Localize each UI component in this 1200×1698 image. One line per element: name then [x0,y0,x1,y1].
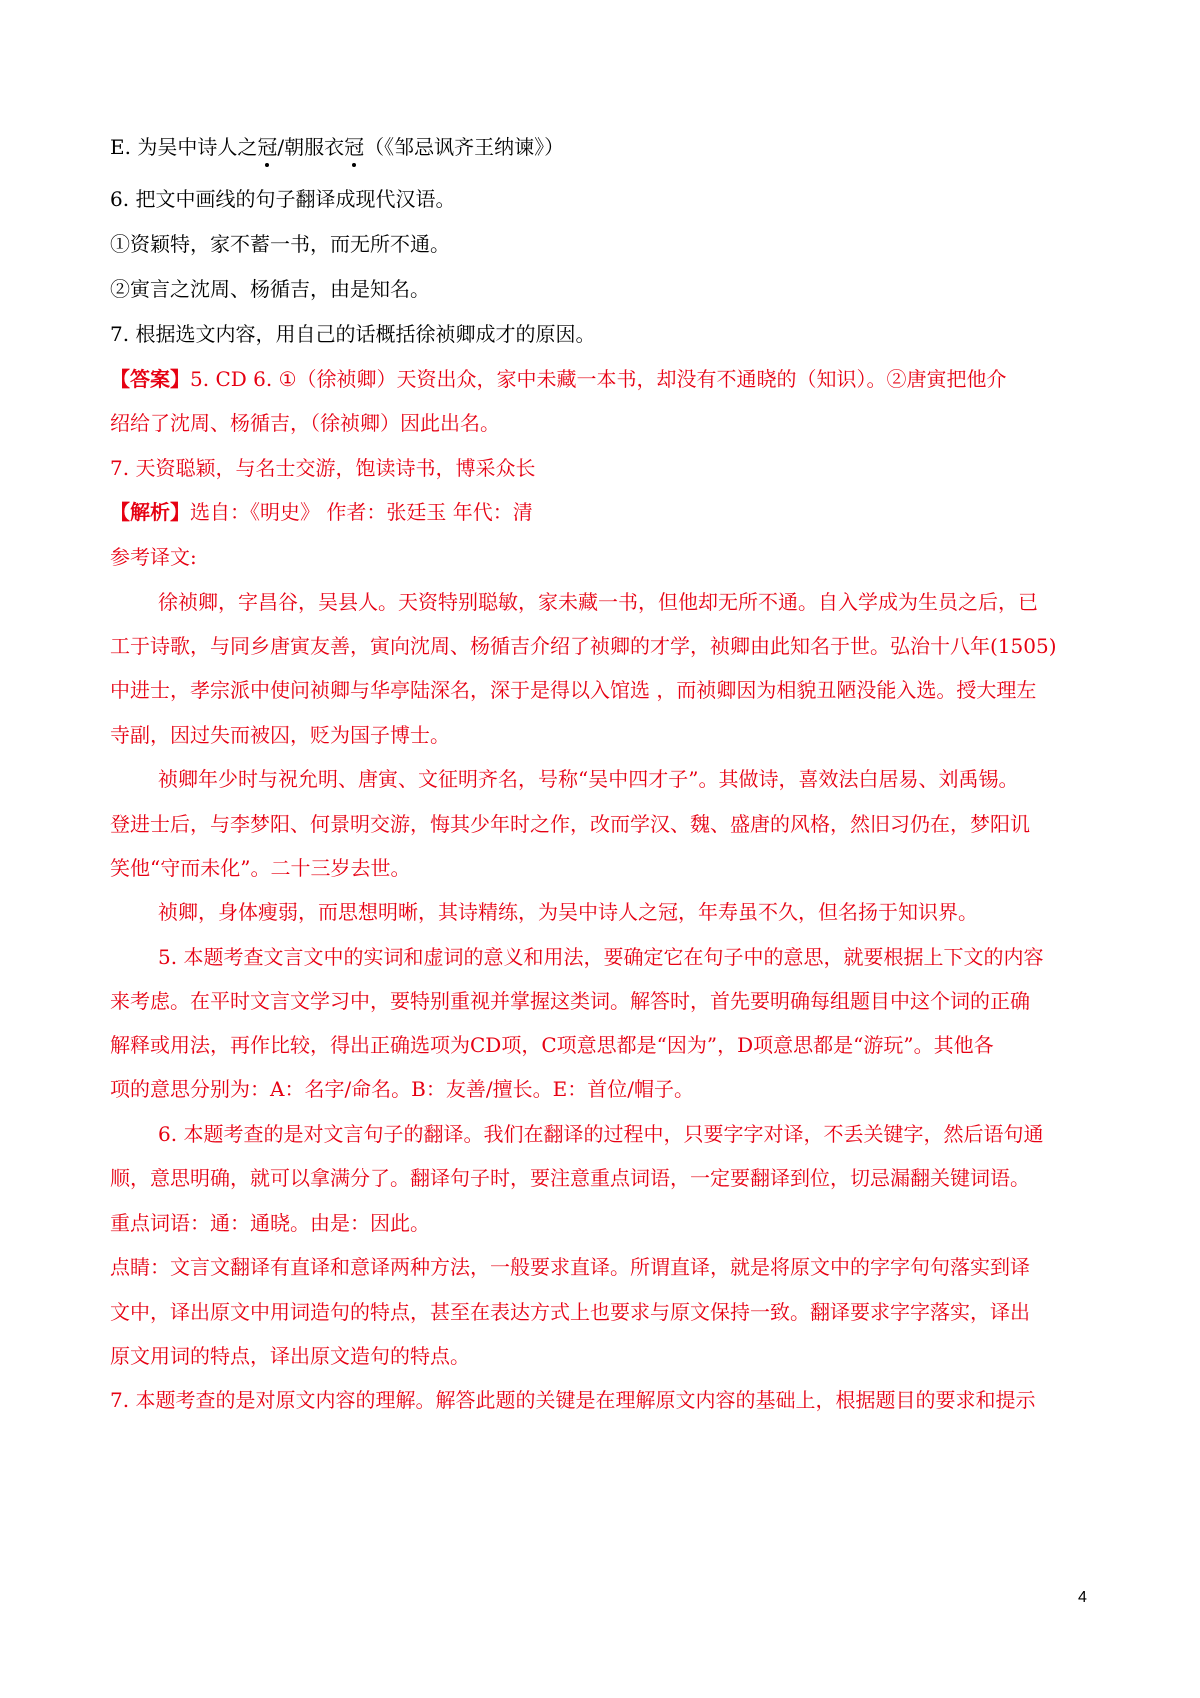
translation-para-2-line-2: 登进士后，与李梦阳、何景明交游，悔其少年时之作，改而学汉、魏、盛唐的风格，然旧习仍在，梦阳讥 [110,812,1030,836]
answer-text: 5. CD 6. ①（徐祯卿）天资出众，家中未藏一本书，却没有不通晓的（知识）。②唐寅把他介 [190,367,1007,391]
note-line-3: 原文用词的特点，译出原文造句的特点。 [110,1344,470,1368]
answer-line [110,365,1110,393]
translation-para-1: 徐祯卿，字昌谷，吴县人。天资特别聪敏，家未藏一书，但他却无所不通。自入学成为生员之后，已 [158,590,1038,614]
question-7: 7. 根据选文内容，用自己的话概括徐祯卿成才的原因。 [110,322,596,346]
explanation-5-line-3: 解释或用法，再作比较，得出正确选项为CD项，C项意思都是“因为”，D项意思都是“游玩”。其他各 [110,1033,994,1057]
translation-heading: 参考译文: [110,545,197,569]
emphasis-char-2: 冠 [344,135,365,159]
sentence-1: ➀资颖特，家不蓄一书，而无所不通。 [110,232,450,256]
answer-7: 7. 天资聪颖，与名士交游，饱读诗书，博采众长 [110,456,536,480]
analysis-tag: 【解析】 [110,500,190,524]
explanation-5: 5. 本题考查文言文中的实词和虚词的意义和用法，要确定它在句子中的意思，就要根据上下文的内容 [158,945,1044,969]
option-e-suffix: （《邹忌讽齐王纳谏》） [364,135,565,159]
translation-para-1-line-2: 工于诗歌，与同乡唐寅友善，寅向沈周、杨循吉介绍了祯卿的才学，祯卿由此知名于世。弘治十八年(1505) [110,634,1057,658]
explanation-6: 6. 本题考查的是对文言句子的翻译。我们在翻译的过程中，只要字字对译，不丢关键字，然后语句通 [158,1122,1044,1146]
note-line-2: 文中，译出原文中用词造句的特点，甚至在表达方式上也要求与原文保持一致。翻译要求字字落实，译出 [110,1300,1030,1324]
translation-para-1-line-3: 中进士，孝宗派中使问祯卿与华亭陆深名，深于是得以入馆选 ，而祯卿因为相貌丑陋没能入选。授大理左 [110,678,1037,702]
answer-tag: 【答案】 [110,367,190,391]
explanation-5-line-2: 来考虑。在平时文言文学习中，要特别重视并掌握这类词。解答时，首先要明确每组题目中这个词的正确 [110,989,1030,1013]
page-number: 4 [1078,1589,1087,1606]
explanation-6-line-2: 顺，意思明确，就可以拿满分了。翻译句子时，要注意重点词语，一定要翻译到位，切忌漏翻关键词语。 [110,1166,1030,1190]
analysis-text: 选自：《明史》 作者：张廷玉 年代：清 [190,500,533,524]
sentence-2: ➁寅言之沈周、杨循吉，由是知名。 [110,277,430,301]
question-6: 6. 把文中画线的句子翻译成现代汉语。 [110,187,456,211]
explanation-6-line-3: 重点词语：通：通晓。由是：因此。 [110,1211,430,1235]
explanation-7: 7. 本题考查的是对原文内容的理解。解答此题的关键是在理解原文内容的基础上，根据题目的要求和提示 [110,1388,1036,1412]
option-e-mid: /朝服衣 [277,135,345,159]
explanation-5-line-4: 项的意思分别为：A：名字/命名。B：友善/擅长。E：首位/帽子。 [110,1077,694,1101]
translation-para-2-line-3: 笑他“守而未化”。二十三岁去世。 [110,856,411,880]
option-e-prefix: E. 为吴中诗人之 [110,135,258,159]
translation-para-2: 祯卿年少时与祝允明、唐寅、文征明齐名，号称“吴中四才子”。其做诗，喜效法白居易、刘禹锡。 [158,767,1019,791]
translation-para-3: 祯卿，身体瘦弱，而思想明晰，其诗精练，为吴中诗人之冠，年寿虽不久，但名扬于知识界。 [158,900,978,924]
option-e-line [110,133,1110,161]
answer-line-2: 绍给了沈周、杨循吉，（徐祯卿）因此出名。 [110,411,500,435]
note-line: 点睛：文言文翻译有直译和意译两种方法，一般要求直译。所谓直译，就是将原文中的字字句句落实到译 [110,1255,1030,1279]
analysis-line [110,498,1110,526]
translation-para-1-line-4: 寺副，因过失而被囚，贬为国子博士。 [110,723,450,747]
emphasis-char-1: 冠 [257,135,278,159]
